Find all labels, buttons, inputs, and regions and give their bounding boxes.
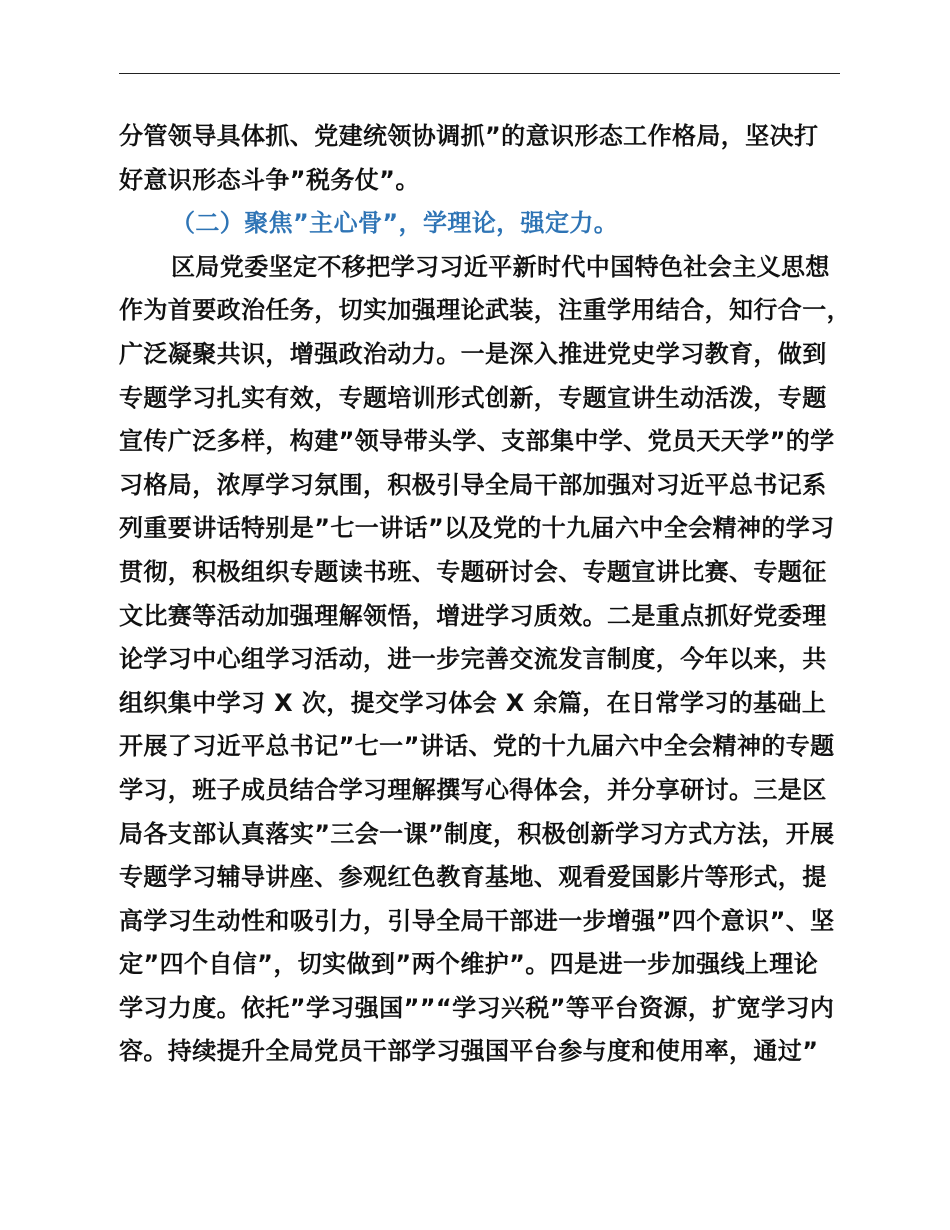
text-line: 高学习生动性和吸引力，引导全局干部进一步增强”四个意识”、坚 — [119, 906, 835, 935]
text-line: 学习，班子成员结合学习理解撰写心得体会，并分享研讨。三是区 — [119, 775, 827, 804]
text-line: 宣传广泛多样，构建”领导带头学、支部集中学、党员天天学”的学 — [119, 427, 835, 456]
text-line: 组织集中学习 X 次，提交学习体会 X 余篇，在日常学习的基础上 — [119, 688, 827, 717]
text-line: 好意识形态斗争”税务仗”。 — [119, 165, 420, 194]
document-body — [119, 115, 854, 1074]
text-line: 广泛凝聚共识，增强政治动力。一是深入推进党史学习教育，做到 — [119, 339, 827, 368]
text-line: 列重要讲话特别是”七一讲话”以及党的十九届六中全会精神的学习 — [119, 514, 835, 543]
text-line: 习格局，浓厚学习氛围，积极引导全局干部加强对习近平总书记系 — [119, 470, 827, 499]
text-line: 定”四个自信”，切实做到”两个维护”。四是进一步加强线上理论 — [119, 950, 819, 979]
text-line: 区局党委坚定不移把学习习近平新时代中国特色社会主义思想 — [171, 252, 830, 281]
text-line: 文比赛等活动加强理解领悟，增进学习质效。二是重点抓好党委理 — [119, 601, 827, 630]
text-line: 开展了习近平总书记”七一”讲话、党的十九届六中全会精神的专题 — [119, 732, 835, 761]
text-line: 分管领导具体抓、党建统领协调抓”的意识形态工作格局，坚决打 — [119, 122, 819, 150]
text-line: 贯彻，积极组织专题读书班、专题研讨会、专题宣讲比赛、专题征 — [119, 557, 827, 586]
paragraph-2 — [119, 246, 854, 1074]
text-line: 学习力度。依托”学习强国””“学习兴税”等平台资源，扩宽学习内 — [119, 993, 835, 1022]
text-line: 作为首要政治任务，切实加强理论武装，注重学用结合，知行合一， — [119, 296, 851, 325]
text-line: 论学习中心组学习活动，进一步完善交流发言制度，今年以来，共 — [119, 645, 827, 674]
text-line: 局各支部认真落实”三会一课”制度，积极创新学习方式方法，开展 — [119, 819, 835, 848]
header-rule — [119, 73, 840, 74]
text-line: 专题学习扎实有效，专题培训形式创新，专题宣讲生动活泼，专题 — [119, 383, 827, 412]
text-line: 专题学习辅导讲座、参观红色教育基地、观看爱国影片等形式，提 — [119, 863, 827, 892]
text-line: 容。持续提升全局党员干部学习强国平台参与度和使用率，通过” — [119, 1037, 819, 1066]
section-heading: （二）聚焦”主心骨”，学理论，强定力。 — [171, 209, 619, 238]
paragraph-1 — [119, 115, 854, 202]
